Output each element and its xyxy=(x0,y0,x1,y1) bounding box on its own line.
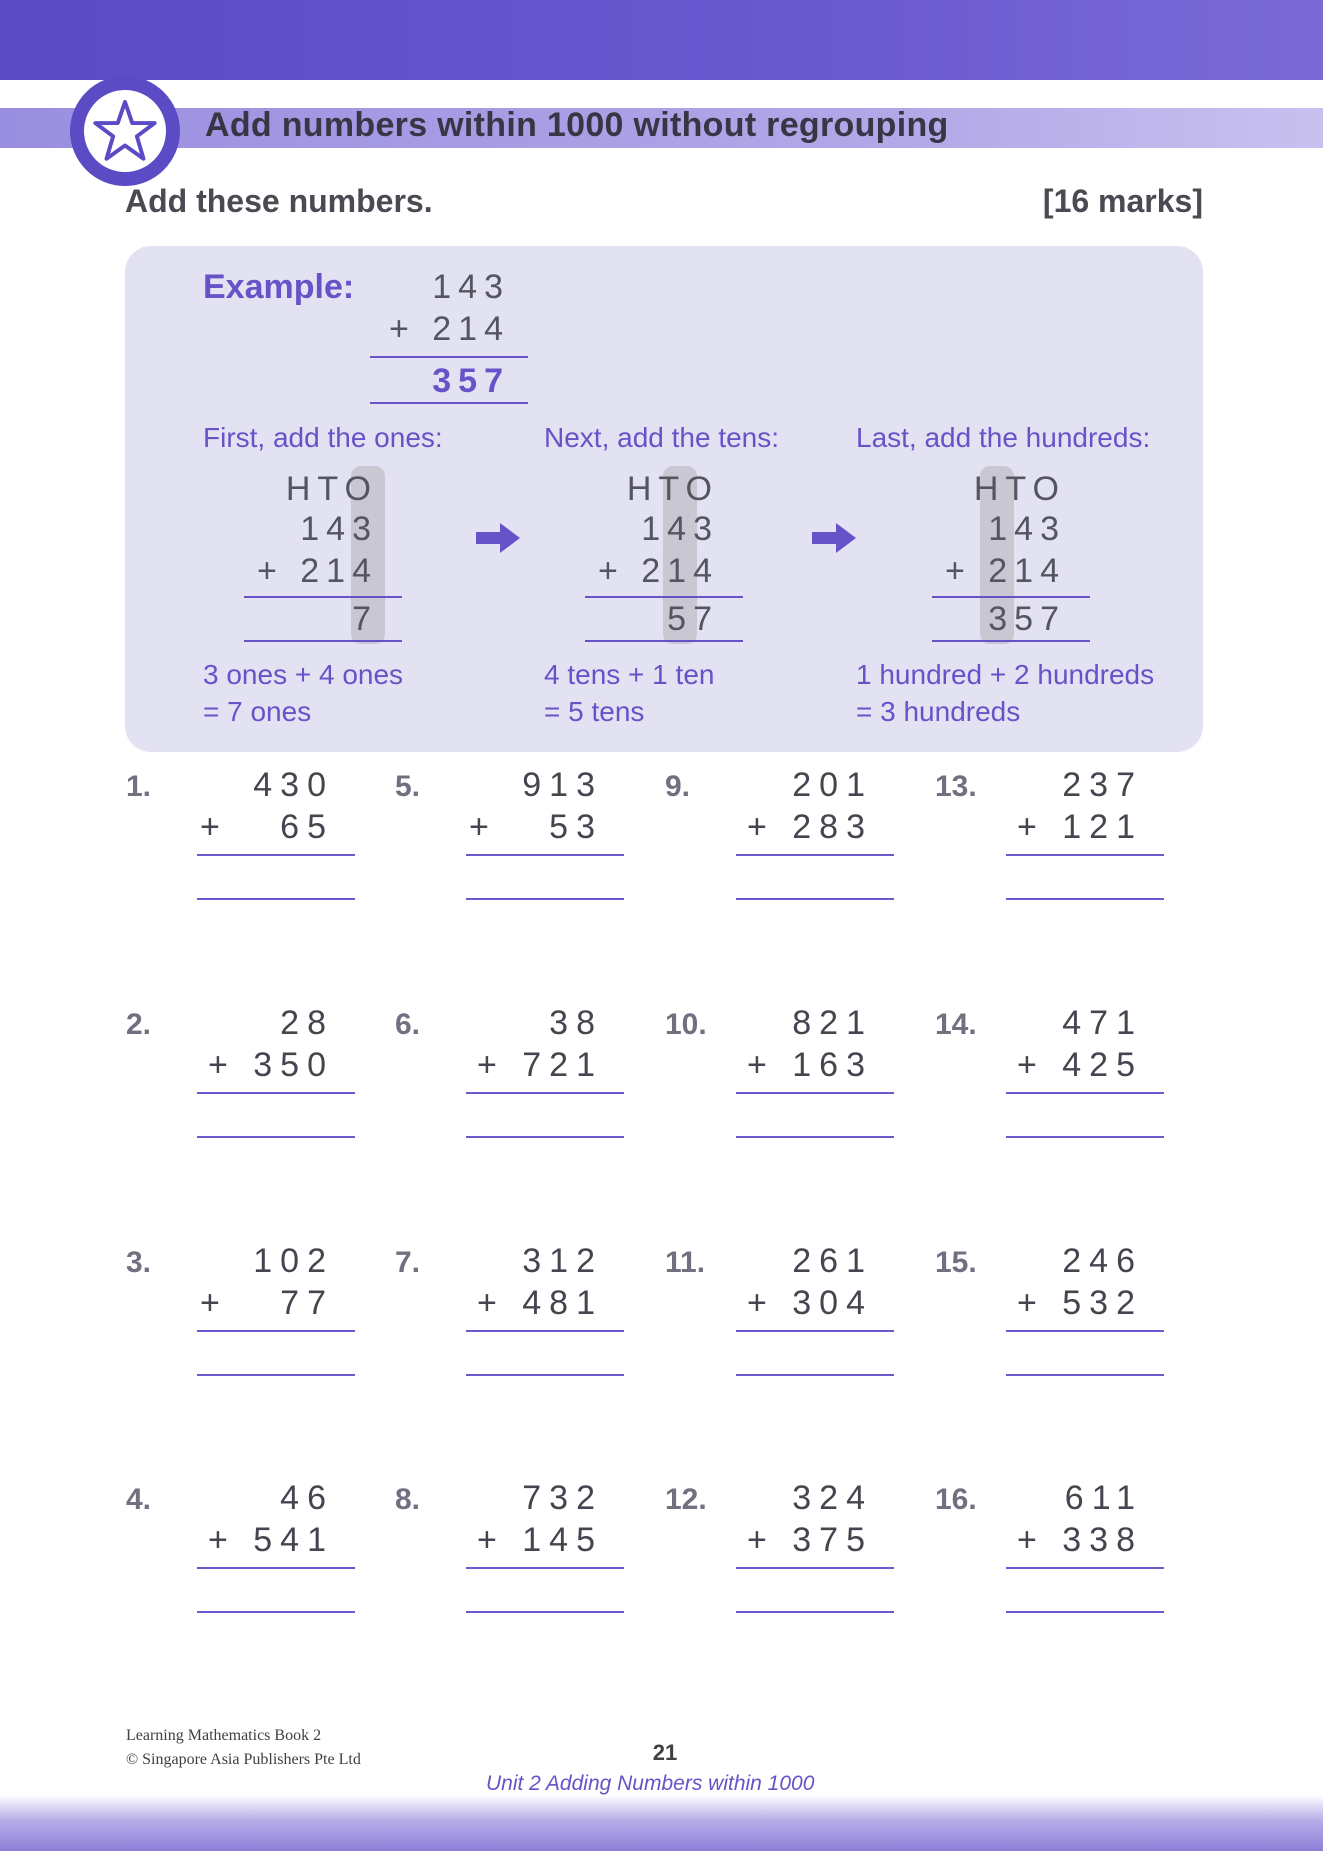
step-3-line-2 xyxy=(932,640,1090,642)
question-sum-line xyxy=(1006,1092,1164,1094)
question-number: 9. xyxy=(665,770,691,803)
question-bottom-number: + 375 xyxy=(746,1521,873,1559)
step-2-hto: HTO xyxy=(626,470,719,508)
question-sum-line xyxy=(197,1330,355,1332)
question-sum-line xyxy=(736,854,894,856)
question-answer-line[interactable] xyxy=(197,1136,355,1138)
step-1-bottom: + 214 xyxy=(256,552,378,590)
step-1-caption: First, add the ones: xyxy=(203,422,443,453)
example-answer: 357 xyxy=(432,362,510,400)
step-3-top: 143 xyxy=(988,510,1066,548)
question-answer-line[interactable] xyxy=(466,1611,624,1613)
step-1-line-1 xyxy=(244,596,402,598)
question-top-number: 46 xyxy=(280,1479,334,1517)
question-top-number: 38 xyxy=(549,1004,603,1042)
question-sum-line xyxy=(466,854,624,856)
step-1-note-2: = 7 ones xyxy=(203,696,312,727)
question-answer-line[interactable] xyxy=(466,898,624,900)
question-answer-line[interactable] xyxy=(197,898,355,900)
example-top: 143 xyxy=(432,268,510,306)
question-top-number: 246 xyxy=(1062,1242,1143,1280)
question-number: 10. xyxy=(665,1008,707,1041)
arrow-right-icon xyxy=(476,523,520,553)
question-sum-line xyxy=(197,1567,355,1569)
question-top-number: 611 xyxy=(1064,1479,1143,1517)
example-line-2 xyxy=(370,402,528,404)
step-3-note-2: = 3 hundreds xyxy=(856,696,1021,727)
step-2-note-2: = 5 tens xyxy=(544,696,645,727)
question-number: 3. xyxy=(126,1246,152,1279)
example-bottom: + 214 xyxy=(388,310,510,348)
question-sum-line xyxy=(197,854,355,856)
question-bottom-number: + 53 xyxy=(468,808,603,846)
step-1-line-2 xyxy=(244,640,402,642)
book-title: Learning Mathematics Book 2 xyxy=(126,1727,322,1744)
question-number: 14. xyxy=(935,1008,977,1041)
question-answer-line[interactable] xyxy=(1006,1136,1164,1138)
step-3-result: 357 xyxy=(988,600,1066,638)
question-answer-line[interactable] xyxy=(466,1374,624,1376)
question-sum-line xyxy=(736,1567,894,1569)
question-bottom-number: + 541 xyxy=(207,1521,334,1559)
example-line-1 xyxy=(370,356,528,358)
page-number: 21 xyxy=(652,1740,678,1765)
page-title: Add numbers within 1000 without regrouping xyxy=(205,106,949,144)
step-2-note-1: 4 tens + 1 ten xyxy=(544,659,715,690)
question-sum-line xyxy=(1006,1330,1164,1332)
question-top-number: 261 xyxy=(792,1242,873,1280)
question-top-number: 821 xyxy=(792,1004,873,1042)
step-3-note-1: 1 hundred + 2 hundreds xyxy=(856,659,1155,690)
question-sum-line xyxy=(1006,1567,1164,1569)
question-answer-line[interactable] xyxy=(1006,898,1164,900)
unit-title: Unit 2 Adding Numbers within 1000 xyxy=(486,1772,815,1795)
step-3-line-1 xyxy=(932,596,1090,598)
question-answer-line[interactable] xyxy=(1006,1374,1164,1376)
footer-credits xyxy=(126,1724,361,1772)
question-number: 5. xyxy=(395,770,421,803)
question-top-number: 913 xyxy=(522,766,603,804)
top-band xyxy=(0,0,1323,80)
step-3-bottom: + 214 xyxy=(944,552,1066,590)
question-number: 12. xyxy=(665,1483,707,1516)
question-bottom-number: + 145 xyxy=(476,1521,603,1559)
step-2-line-2 xyxy=(585,640,743,642)
step-1-top: 143 xyxy=(300,510,378,548)
question-answer-line[interactable] xyxy=(736,1611,894,1613)
arrow-right-icon xyxy=(812,523,856,553)
step-3-caption: Last, add the hundreds: xyxy=(856,422,1151,453)
question-answer-line[interactable] xyxy=(736,898,894,900)
question-bottom-number: + 338 xyxy=(1016,1521,1143,1559)
question-top-number: 430 xyxy=(253,766,334,804)
question-sum-line xyxy=(466,1330,624,1332)
question-top-number: 312 xyxy=(522,1242,603,1280)
question-number: 11. xyxy=(665,1246,706,1279)
question-sum-line xyxy=(197,1092,355,1094)
question-number: 6. xyxy=(395,1008,421,1041)
question-answer-line[interactable] xyxy=(466,1136,624,1138)
question-bottom-number: + 121 xyxy=(1016,808,1143,846)
question-top-number: 237 xyxy=(1062,766,1143,804)
question-top-number: 102 xyxy=(253,1242,334,1280)
bottom-band xyxy=(0,1795,1323,1851)
question-top-number: 28 xyxy=(280,1004,334,1042)
step-2-caption: Next, add the tens: xyxy=(544,422,780,453)
question-number: 13. xyxy=(935,770,977,803)
step-3-hto: HTO xyxy=(973,470,1066,508)
question-number: 15. xyxy=(935,1246,977,1279)
question-sum-line xyxy=(466,1567,624,1569)
question-answer-line[interactable] xyxy=(1006,1611,1164,1613)
example-label: Example: xyxy=(203,268,355,306)
question-top-number: 471 xyxy=(1062,1004,1143,1042)
question-number: 7. xyxy=(395,1246,421,1279)
step-2-bottom: + 214 xyxy=(597,552,719,590)
question-number: 8. xyxy=(395,1483,421,1516)
copyright: © Singapore Asia Publishers Pte Ltd xyxy=(126,1751,361,1768)
question-bottom-number: + 77 xyxy=(199,1284,334,1322)
question-number: 2. xyxy=(126,1008,152,1041)
question-bottom-number: + 163 xyxy=(746,1046,873,1084)
step-1-result: 7 xyxy=(352,600,378,638)
question-answer-line[interactable] xyxy=(736,1374,894,1376)
question-number: 4. xyxy=(126,1483,152,1516)
question-bottom-number: + 304 xyxy=(746,1284,873,1322)
question-answer-line[interactable] xyxy=(736,1136,894,1138)
question-top-number: 324 xyxy=(792,1479,873,1517)
step-1-note-1: 3 ones + 4 ones xyxy=(203,659,404,690)
question-bottom-number: + 481 xyxy=(476,1284,603,1322)
star-badge xyxy=(70,76,180,186)
question-bottom-number: + 425 xyxy=(1016,1046,1143,1084)
question-top-number: 732 xyxy=(522,1479,603,1517)
question-bottom-number: + 721 xyxy=(476,1046,603,1084)
question-number: 16. xyxy=(935,1483,977,1516)
question-sum-line xyxy=(466,1092,624,1094)
question-bottom-number: + 350 xyxy=(207,1046,334,1084)
question-top-number: 201 xyxy=(792,766,873,804)
question-number: 1. xyxy=(126,770,152,803)
star-icon xyxy=(92,98,158,164)
question-bottom-number: + 65 xyxy=(199,808,334,846)
question-answer-line[interactable] xyxy=(197,1374,355,1376)
question-sum-line xyxy=(736,1092,894,1094)
step-2-result: 57 xyxy=(667,600,719,638)
instruction: Add these numbers. xyxy=(125,183,433,219)
marks-total: [16 marks] xyxy=(1042,183,1203,219)
question-answer-line[interactable] xyxy=(197,1611,355,1613)
step-1-hto: HTO xyxy=(285,470,378,508)
question-bottom-number: + 283 xyxy=(746,808,873,846)
question-sum-line xyxy=(736,1330,894,1332)
question-bottom-number: + 532 xyxy=(1016,1284,1143,1322)
question-sum-line xyxy=(1006,854,1164,856)
step-2-top: 143 xyxy=(641,510,719,548)
step-2-line-1 xyxy=(585,596,743,598)
